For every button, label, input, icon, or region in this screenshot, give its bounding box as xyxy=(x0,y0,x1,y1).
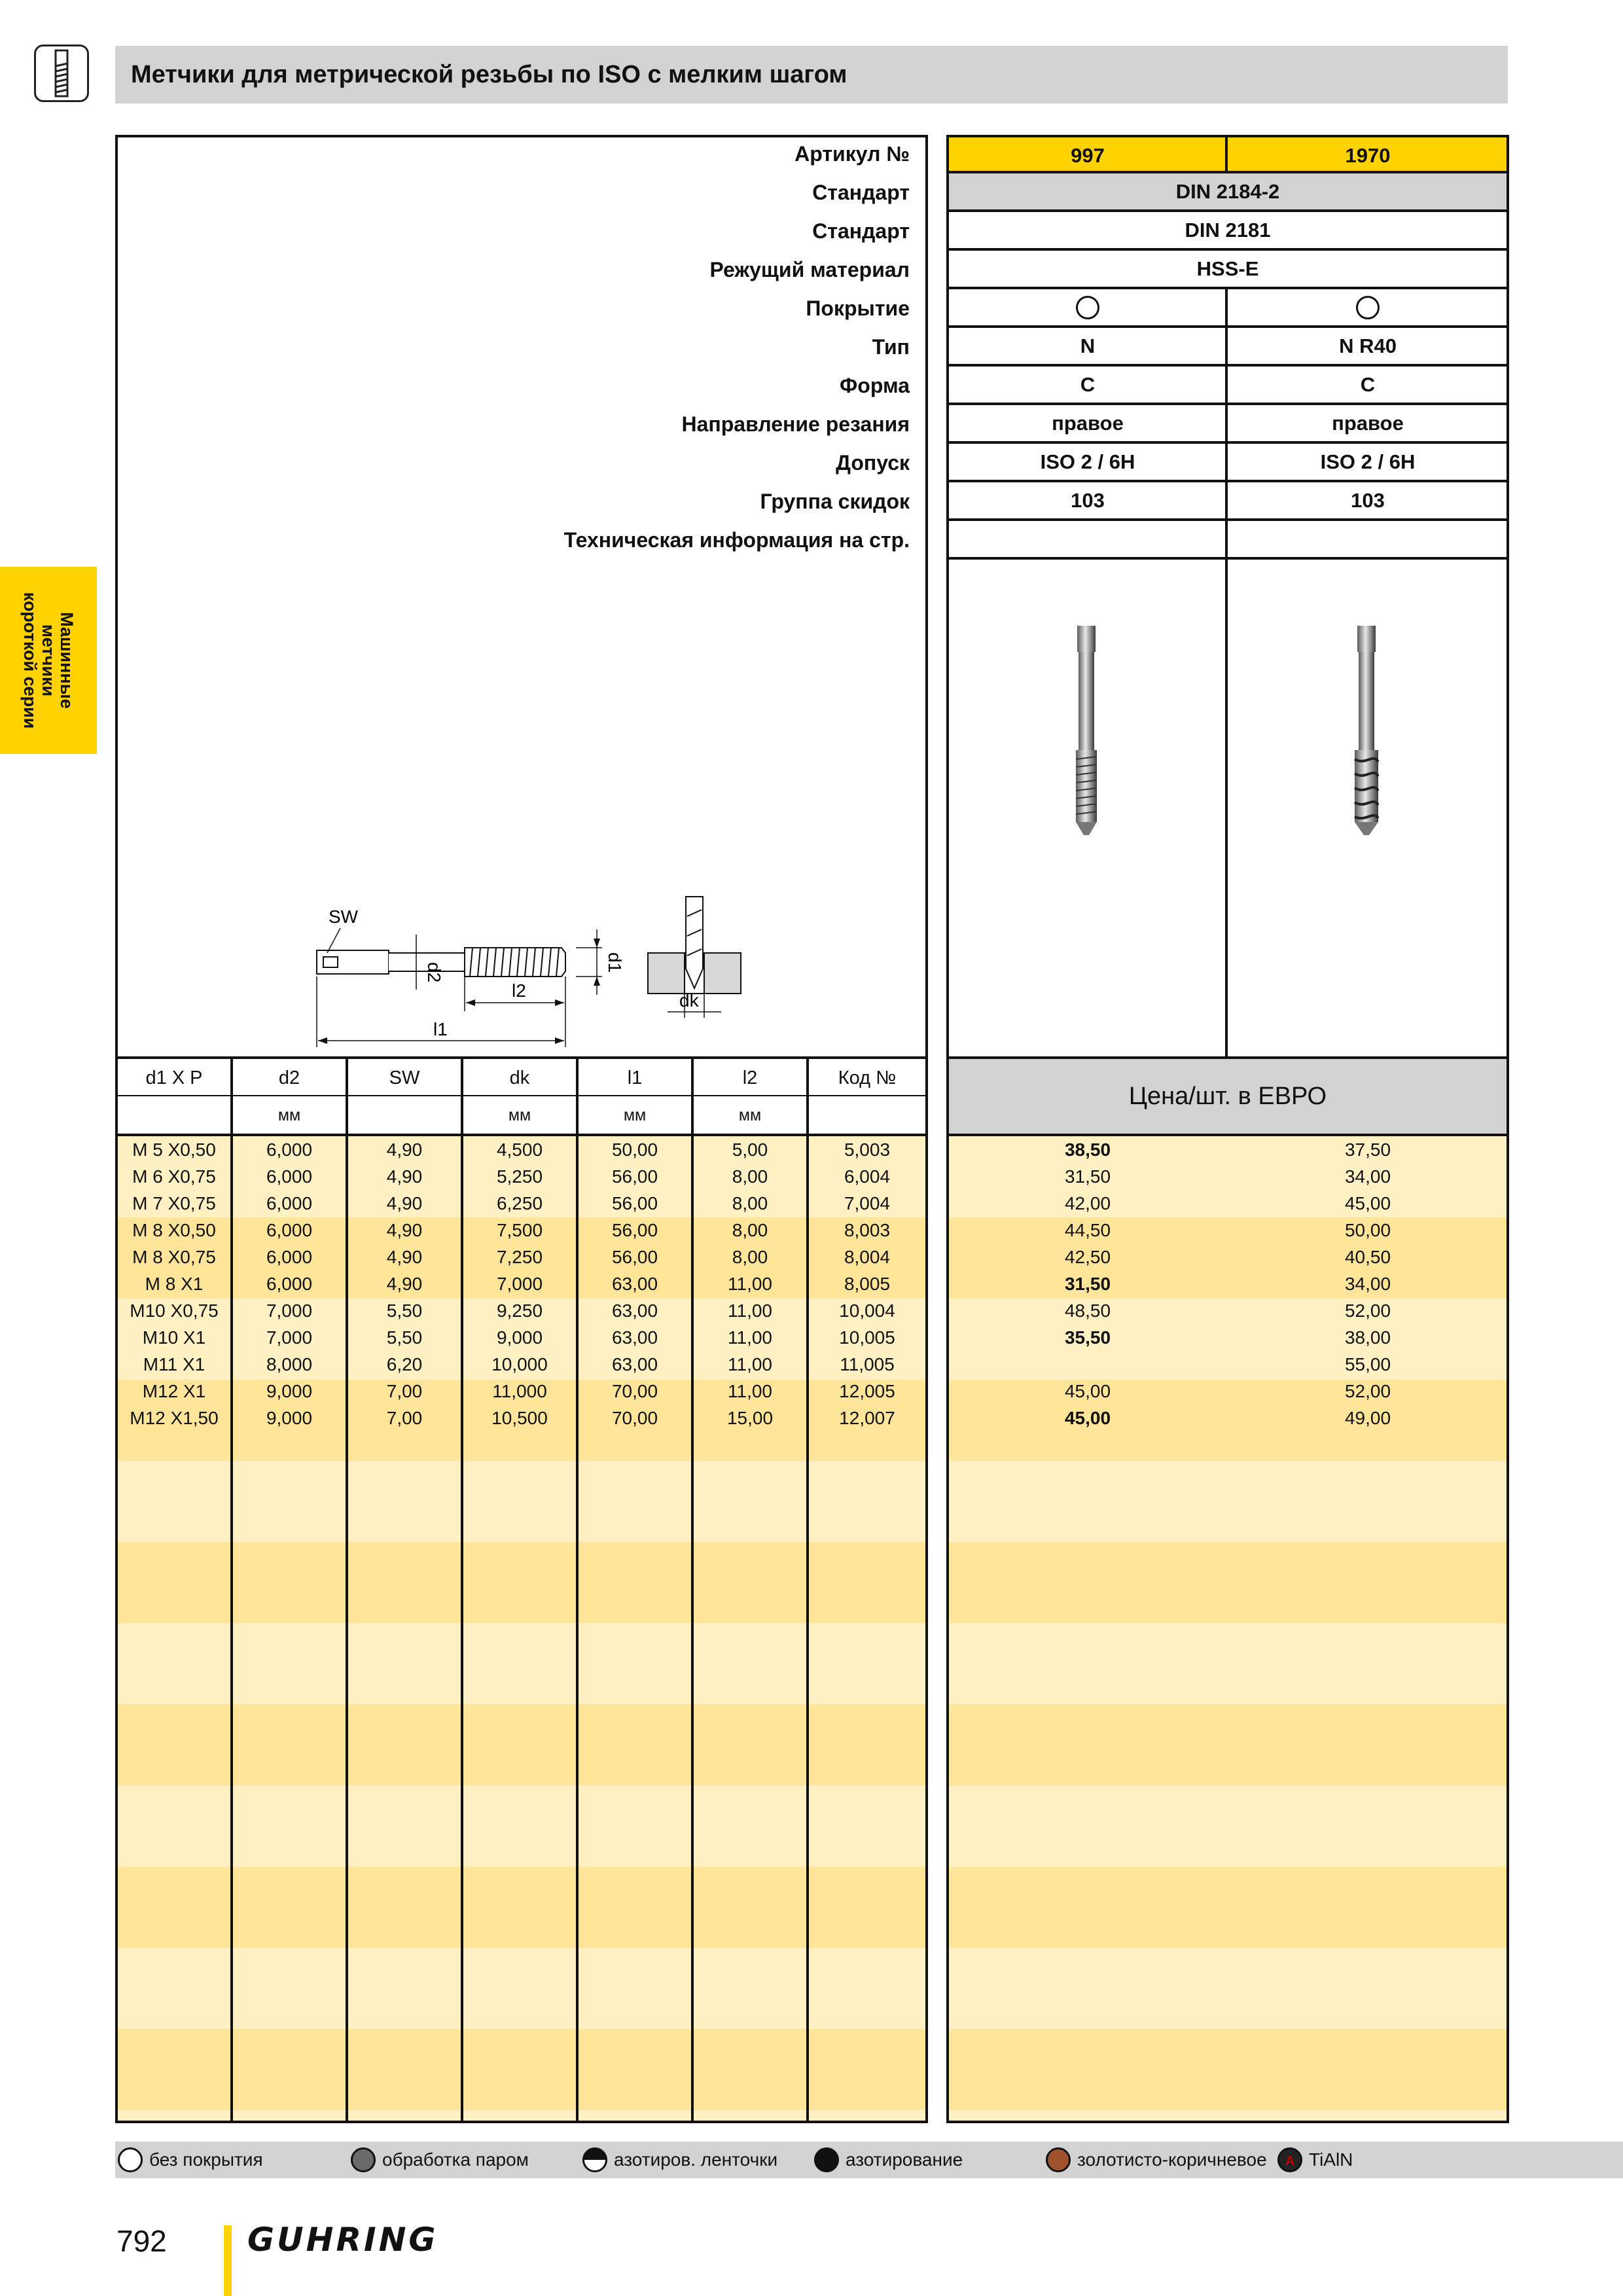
table-cell: M10 X0,75 xyxy=(130,1300,219,1321)
unit-label: мм xyxy=(738,1106,762,1124)
price-1970: 40,50 xyxy=(1344,1247,1391,1267)
table-cell: 11,00 xyxy=(728,1381,772,1401)
table-cell: M 8 X0,75 xyxy=(132,1247,216,1267)
legend-uncoated: без покрытия xyxy=(149,2149,263,2170)
table-cell: 10,500 xyxy=(491,1408,548,1428)
price-1970: 34,00 xyxy=(1344,1166,1391,1187)
table-cell: 6,004 xyxy=(844,1166,891,1187)
standard-din-2184: DIN 2184-2 xyxy=(949,173,1507,209)
table-cell: 9,000 xyxy=(266,1381,313,1401)
label-l2: l2 xyxy=(512,980,526,1001)
table-cell: 5,00 xyxy=(732,1139,768,1160)
row-band xyxy=(949,2110,1507,2121)
table-cell: 4,90 xyxy=(386,1139,423,1160)
table-cell: 9,000 xyxy=(496,1327,543,1348)
legend-gold-brown: золотисто-коричневое xyxy=(1077,2149,1267,2170)
uncoated-icon xyxy=(1356,296,1380,319)
label-coating: Покрытие xyxy=(806,296,910,320)
table-cell: 12,005 xyxy=(839,1381,895,1401)
direction-1970: правое xyxy=(1332,412,1404,435)
price-1970: 34,00 xyxy=(1344,1274,1391,1294)
uncoated-icon xyxy=(118,2147,143,2172)
unit-label: мм xyxy=(623,1106,647,1124)
table-cell: 7,000 xyxy=(496,1274,543,1294)
table-cell: 7,500 xyxy=(496,1220,543,1240)
price-1970: 52,00 xyxy=(1344,1300,1391,1321)
price-997: 45,00 xyxy=(1064,1408,1111,1428)
price-997: 45,00 xyxy=(1064,1381,1111,1401)
table-cell: 5,50 xyxy=(386,1327,423,1348)
unit-label: мм xyxy=(508,1106,531,1124)
table-cell: 63,00 xyxy=(611,1300,658,1321)
table-cell: M 6 X0,75 xyxy=(132,1166,216,1187)
table-cell: 10,000 xyxy=(491,1354,548,1374)
table-cell: 6,000 xyxy=(266,1139,313,1160)
price-997: 31,50 xyxy=(1064,1274,1111,1294)
table-cell: 6,000 xyxy=(266,1274,313,1294)
uncoated-icon xyxy=(1076,296,1099,319)
table-cell: 56,00 xyxy=(611,1166,658,1187)
table-cell: 7,004 xyxy=(844,1193,891,1213)
price-1970: 50,00 xyxy=(1344,1220,1391,1240)
nitrided-icon xyxy=(814,2147,839,2172)
row-band xyxy=(949,2029,1507,2110)
table-cell: 6,000 xyxy=(266,1247,313,1267)
label-tolerance: Допуск xyxy=(836,451,910,475)
table-cell: 50,00 xyxy=(611,1139,658,1160)
row-band xyxy=(118,1623,925,1704)
legend-nitrided-lands: азотиров. ленточки xyxy=(614,2149,778,2170)
table-cell: 7,00 xyxy=(386,1381,423,1401)
tap-image-997 xyxy=(1060,622,1113,838)
label-tech-info: Техническая информация на стр. xyxy=(563,528,910,552)
direction-997: правое xyxy=(1052,412,1124,435)
table-cell: 56,00 xyxy=(611,1220,658,1240)
tialn-icon xyxy=(1277,2147,1302,2172)
price-997: 44,50 xyxy=(1064,1220,1111,1240)
row-band xyxy=(949,1948,1507,2029)
table-cell: 5,003 xyxy=(844,1139,891,1160)
row-band xyxy=(949,1785,1507,1867)
table-cell: 6,000 xyxy=(266,1193,313,1213)
nitrided-lands-icon xyxy=(582,2147,607,2172)
row-band xyxy=(949,1704,1507,1785)
table-cell: 9,000 xyxy=(266,1408,313,1428)
table-cell: 4,90 xyxy=(386,1193,423,1213)
label-article: Артикул № xyxy=(794,142,910,166)
table-cell: M 7 X0,75 xyxy=(132,1193,216,1213)
label-dk: dk xyxy=(679,990,699,1011)
label-d1: d1 xyxy=(605,952,625,973)
label-discount: Группа скидок xyxy=(760,490,910,513)
table-cell: 5,250 xyxy=(496,1166,543,1187)
gold-brown-icon xyxy=(1046,2147,1071,2172)
price-1970: 49,00 xyxy=(1344,1408,1391,1428)
price-997: 31,50 xyxy=(1064,1166,1111,1187)
table-cell: 8,00 xyxy=(732,1193,768,1213)
table-cell: 63,00 xyxy=(611,1354,658,1374)
price-997 xyxy=(949,1351,1226,1378)
table-cell: 4,500 xyxy=(496,1139,543,1160)
table-cell: 56,00 xyxy=(611,1193,658,1213)
steam-treated-icon xyxy=(351,2147,376,2172)
price-1970: 52,00 xyxy=(1344,1381,1391,1401)
tolerance-1970: ISO 2 / 6H xyxy=(1320,450,1416,473)
column-header: dk xyxy=(509,1067,530,1088)
price-997: 38,50 xyxy=(1064,1139,1111,1160)
side-tab-label xyxy=(21,569,76,752)
column-header: l1 xyxy=(627,1067,643,1088)
table-cell: 11,000 xyxy=(492,1381,547,1401)
table-cell: M 5 X0,50 xyxy=(132,1139,216,1160)
price-1970: 55,00 xyxy=(1344,1354,1391,1374)
table-cell: 6,000 xyxy=(266,1166,313,1187)
table-cell: M10 X1 xyxy=(142,1327,206,1348)
row-band xyxy=(118,1704,925,1785)
type-997: N xyxy=(1080,334,1096,357)
table-cell: 9,250 xyxy=(496,1300,543,1321)
brand-accent-bar xyxy=(224,2225,232,2296)
row-band xyxy=(949,1461,1507,1542)
table-cell: 70,00 xyxy=(611,1408,658,1428)
table-cell: M 8 X1 xyxy=(145,1274,204,1294)
table-cell: M 8 X0,50 xyxy=(132,1220,216,1240)
table-cell: 56,00 xyxy=(611,1247,658,1267)
table-cell: 7,250 xyxy=(496,1247,543,1267)
table-cell: 4,90 xyxy=(386,1166,423,1187)
price-1970: 45,00 xyxy=(1344,1193,1391,1213)
unit-label: мм xyxy=(277,1106,301,1124)
row-band xyxy=(118,1461,925,1542)
legend-nitrided: азотирование xyxy=(846,2149,963,2170)
price-997: 35,50 xyxy=(1064,1327,1111,1348)
table-cell: 11,00 xyxy=(728,1274,772,1294)
table-cell: 15,00 xyxy=(726,1408,774,1428)
table-cell: 7,00 xyxy=(386,1408,423,1428)
discount-1970: 103 xyxy=(1351,489,1385,512)
price-1970: 37,50 xyxy=(1344,1139,1391,1160)
type-1970: N R40 xyxy=(1339,334,1397,357)
table-cell: 63,00 xyxy=(611,1274,658,1294)
table-cell: 11,00 xyxy=(728,1327,772,1348)
label-direction: Направление резания xyxy=(681,412,910,436)
table-cell: 8,004 xyxy=(844,1247,891,1267)
cutting-material: HSS-E xyxy=(1196,257,1259,280)
table-cell: 8,00 xyxy=(732,1220,768,1240)
row-band xyxy=(118,1948,925,2029)
label-form: Форма xyxy=(839,374,910,397)
label-sw: SW xyxy=(329,906,359,927)
table-cell: 4,90 xyxy=(386,1274,423,1294)
column-header: l2 xyxy=(742,1067,758,1088)
legend-steam: обработка паром xyxy=(382,2149,529,2170)
column-header: d2 xyxy=(278,1067,300,1088)
table-cell: 7,000 xyxy=(266,1327,313,1348)
label-d2: d2 xyxy=(424,962,444,983)
label-material: Режущий материал xyxy=(709,258,910,281)
row-band xyxy=(118,1867,925,1948)
label-l1: l1 xyxy=(433,1019,448,1039)
table-cell: 8,00 xyxy=(732,1247,768,1267)
table-cell: M11 X1 xyxy=(143,1354,205,1374)
side-tab-line: Машинные xyxy=(57,612,77,709)
page-title: Метчики для метрической резьбы по ISO с мелким шагом xyxy=(131,61,847,88)
article-1970: 1970 xyxy=(1345,144,1391,167)
side-tab-line: короткой серии xyxy=(20,592,40,729)
row-band xyxy=(118,1785,925,1867)
form-1970: C xyxy=(1360,373,1376,396)
price-997: 42,50 xyxy=(1064,1247,1111,1267)
table-cell: 5,50 xyxy=(386,1300,423,1321)
column-header: d1 X P xyxy=(145,1067,203,1088)
table-cell: 11,00 xyxy=(728,1354,772,1374)
table-cell: 11,005 xyxy=(840,1354,895,1374)
row-band xyxy=(118,2110,925,2121)
table-cell: 6,250 xyxy=(496,1193,543,1213)
article-997: 997 xyxy=(1071,144,1105,167)
label-standard-2: Стандарт xyxy=(812,219,910,243)
table-cell: 8,00 xyxy=(732,1166,768,1187)
brand-logo: GUHRING xyxy=(247,2221,438,2259)
table-cell: 12,007 xyxy=(839,1408,895,1428)
row-band xyxy=(949,1867,1507,1948)
legend-tialn: TiAlN xyxy=(1309,2149,1353,2170)
table-cell: 8,003 xyxy=(844,1220,891,1240)
page-number: 792 xyxy=(116,2224,167,2258)
table-cell: 6,20 xyxy=(386,1354,423,1374)
label-type: Тип xyxy=(872,335,910,359)
price-header: Цена/шт. в ЕВРО xyxy=(1128,1083,1327,1110)
table-cell: 7,000 xyxy=(266,1300,313,1321)
table-cell: 70,00 xyxy=(611,1381,658,1401)
row-band xyxy=(118,2029,925,2110)
price-997: 48,50 xyxy=(1064,1300,1111,1321)
discount-997: 103 xyxy=(1071,489,1105,512)
standard-din-2181: DIN 2181 xyxy=(1185,219,1271,242)
tap-dimension-drawing xyxy=(301,890,759,1054)
table-cell: 63,00 xyxy=(611,1327,658,1348)
tap-image-1970 xyxy=(1340,622,1393,838)
table-cell: 8,000 xyxy=(266,1354,313,1374)
table-cell: 11,00 xyxy=(728,1300,772,1321)
row-band xyxy=(949,1542,1507,1623)
table-cell: 4,90 xyxy=(386,1247,423,1267)
column-header: Код № xyxy=(838,1067,897,1088)
row-band xyxy=(949,1623,1507,1704)
side-tab-line: метчики xyxy=(39,624,58,697)
row-band xyxy=(118,1542,925,1623)
table-cell: M12 X1 xyxy=(142,1381,206,1401)
svg-text:A: A xyxy=(1285,2154,1295,2168)
price-997: 42,00 xyxy=(1064,1193,1111,1213)
table-cell: M12 X1,50 xyxy=(130,1408,219,1428)
table-cell: 6,000 xyxy=(266,1220,313,1240)
table-cell: 4,90 xyxy=(386,1220,423,1240)
table-cell: 10,005 xyxy=(839,1327,895,1348)
table-cell: 8,005 xyxy=(844,1274,891,1294)
column-header: SW xyxy=(389,1067,420,1088)
tolerance-997: ISO 2 / 6H xyxy=(1040,450,1135,473)
label-standard-1: Стандарт xyxy=(812,181,910,204)
tap-icon xyxy=(34,45,89,102)
form-997: C xyxy=(1080,373,1096,396)
price-1970: 38,00 xyxy=(1344,1327,1391,1348)
table-cell: 10,004 xyxy=(839,1300,895,1321)
